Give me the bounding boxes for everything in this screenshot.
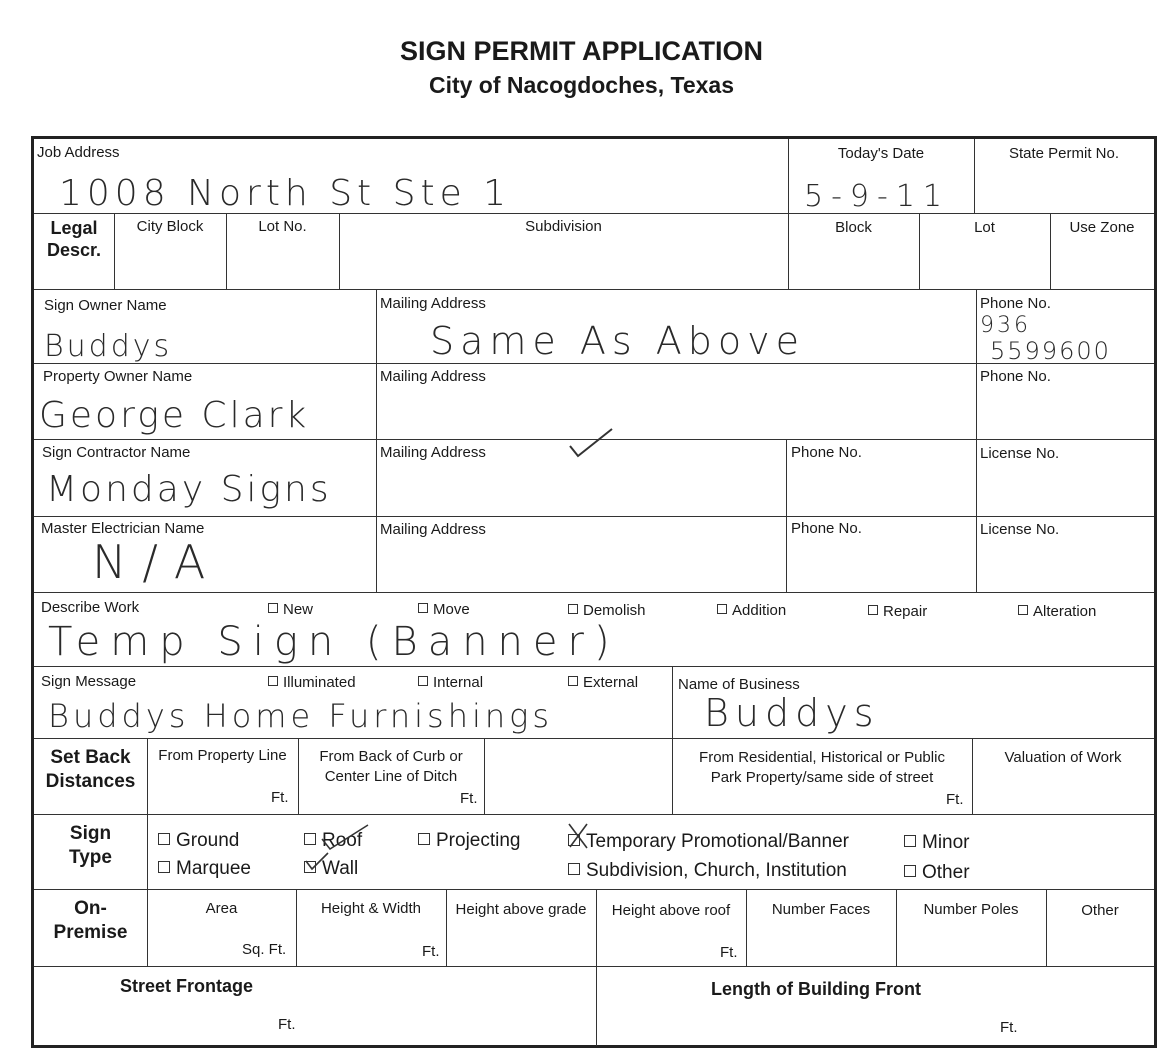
premise-height-width-unit: Ft. (422, 943, 440, 960)
work-option-new[interactable]: New (268, 601, 313, 618)
sign-type-subdivision[interactable]: Subdivision, Church, Institution (568, 860, 847, 882)
message-option-illuminated[interactable]: Illuminated (268, 674, 356, 691)
premise-height-roof-unit: Ft. (720, 944, 738, 961)
todays-date-label: Today's Date (837, 145, 925, 162)
premise-number-faces-label: Number Faces (771, 901, 871, 918)
sign-owner-mailing-label: Mailing Address (380, 295, 486, 312)
block-label: Block (835, 219, 872, 236)
col-divider (147, 814, 148, 889)
checkbox-icon (717, 604, 727, 614)
col-divider (786, 439, 787, 592)
checkbox-icon (568, 676, 578, 686)
checkbox-icon (418, 676, 428, 686)
checkmark-icon (320, 823, 370, 851)
sign-type-ground[interactable]: Ground (158, 830, 239, 852)
row-divider (34, 966, 1154, 967)
sign-type-projecting[interactable]: Projecting (418, 830, 521, 852)
subdivision-label: Subdivision (525, 218, 602, 235)
electrician-phone-label: Phone No. (791, 520, 862, 537)
setback-curb-label: From Back of Curb or Center Line of Ditch (319, 748, 463, 785)
contractor-license-label: License No. (980, 445, 1060, 462)
row-divider (34, 666, 1154, 667)
lot-no-label: Lot No. (258, 218, 307, 235)
x-mark-icon (566, 821, 590, 851)
building-front-unit: Ft. (1000, 1019, 1018, 1036)
property-owner-value[interactable]: George Clark (39, 395, 310, 436)
job-address-value[interactable]: 1008 North St Ste 1 (59, 173, 512, 214)
sign-type-wall[interactable]: Wall (304, 858, 358, 880)
checkbox-icon (904, 865, 916, 877)
contractor-mailing-label: Mailing Address (380, 444, 486, 461)
checkmark-icon (566, 426, 616, 460)
electrician-label: Master Electrician Name (41, 520, 205, 537)
form-subtitle: City of Nacogdoches, Texas (428, 72, 735, 98)
premise-other-label: Other (1081, 902, 1119, 919)
premise-area-unit: Sq. Ft. (242, 941, 287, 958)
street-frontage-unit: Ft. (278, 1016, 296, 1033)
sign-owner-phone-value-1[interactable]: 936 (980, 313, 1031, 338)
col-divider (672, 666, 673, 738)
checkbox-icon (158, 833, 170, 845)
legal-descr-label: Legal Descr. (46, 218, 102, 260)
premise-number-poles-label: Number Poles (923, 901, 1019, 918)
sign-message-value[interactable]: Buddys Home Furnishings (48, 697, 554, 735)
contractor-value[interactable]: Monday Signs (46, 469, 332, 510)
property-owner-mailing-label: Mailing Address (380, 368, 486, 385)
premise-height-grade-label: Height above grade (455, 901, 587, 918)
sign-owner-phone-value-2[interactable]: 5599600 (990, 337, 1111, 365)
message-option-internal[interactable]: Internal (418, 674, 483, 691)
form-title: SIGN PERMIT APPLICATION (399, 36, 763, 66)
sign-owner-label: Sign Owner Name (44, 297, 167, 314)
sign-owner-value[interactable]: Buddys (44, 329, 173, 364)
checkbox-icon (1018, 605, 1028, 615)
on-premise-label: On- Premise (53, 898, 128, 943)
sign-type-other[interactable]: Other (904, 862, 970, 884)
checkbox-icon (158, 861, 170, 873)
valuation-label: Valuation of Work (1004, 749, 1122, 766)
setback-property-unit: Ft. (271, 789, 289, 806)
building-front-label: Length of Building Front (711, 979, 921, 999)
row-divider (34, 738, 1154, 739)
lot-label: Lot (974, 219, 995, 236)
checkbox-icon (868, 605, 878, 615)
permit-form (31, 136, 1157, 1048)
state-permit-label: State Permit No. (1008, 145, 1120, 162)
checkmark-icon (304, 851, 330, 871)
premise-height-width-label: Height & Width (320, 900, 422, 917)
col-divider (484, 738, 485, 814)
sign-type-marquee[interactable]: Marquee (158, 858, 251, 880)
sign-type-roof[interactable]: Roof (304, 830, 362, 852)
contractor-label: Sign Contractor Name (42, 444, 191, 461)
checkbox-icon (268, 676, 278, 686)
setback-residential-unit: Ft. (946, 791, 964, 808)
col-divider (976, 289, 977, 439)
premise-height-roof-label: Height above roof (611, 902, 731, 919)
row-divider (34, 516, 1154, 517)
row-divider (34, 814, 1154, 815)
electrician-license-label: License No. (980, 521, 1060, 538)
work-option-demolish[interactable]: Demolish (568, 602, 646, 619)
col-divider (1046, 889, 1047, 966)
row-divider (34, 592, 1154, 593)
col-divider (376, 289, 377, 439)
sign-type-label: Sign Type (69, 823, 112, 868)
checkbox-icon (268, 603, 278, 613)
setback-label: Set Back Distances (45, 747, 136, 792)
work-option-alteration[interactable]: Alteration (1018, 603, 1096, 620)
job-address-label: Job Address (37, 144, 120, 161)
business-name-label: Name of Business (678, 676, 800, 693)
describe-work-value[interactable]: Temp Sign (Banner) (48, 619, 620, 665)
contractor-phone-label: Phone No. (791, 444, 862, 461)
col-divider (376, 439, 377, 592)
sign-owner-mailing-value[interactable]: Same As Above (430, 319, 805, 363)
setback-curb-unit: Ft. (460, 790, 478, 807)
row-divider (34, 289, 1154, 290)
premise-area-label: Area (205, 900, 238, 917)
todays-date-value[interactable]: 5-9-11 (804, 179, 950, 214)
city-block-label: City Block (136, 218, 204, 235)
work-option-addition[interactable]: Addition (717, 602, 786, 619)
electrician-value[interactable]: N/A (92, 535, 222, 589)
setback-residential-label: From Residential, Historical or Public Park Property/same side of street (699, 749, 945, 786)
sign-type-minor[interactable]: Minor (904, 832, 970, 854)
business-name-value[interactable]: Buddys (704, 691, 880, 735)
row-divider (34, 363, 1154, 364)
describe-work-label: Describe Work (41, 599, 140, 616)
sign-owner-phone-label: Phone No. (980, 295, 1051, 312)
electrician-mailing-label: Mailing Address (380, 521, 486, 538)
use-zone-label: Use Zone (1069, 219, 1135, 236)
property-owner-phone-label: Phone No. (980, 368, 1051, 385)
col-divider (976, 439, 977, 592)
sign-message-label: Sign Message (41, 673, 137, 690)
checkbox-icon (418, 833, 430, 845)
checkbox-icon (418, 603, 428, 613)
col-divider (596, 889, 597, 966)
street-frontage-label: Street Frontage (119, 976, 254, 996)
checkbox-icon (904, 835, 916, 847)
sign-type-temporary[interactable]: Temporary Promotional/Banner (568, 831, 849, 853)
message-option-external[interactable]: External (568, 674, 638, 691)
work-option-repair[interactable]: Repair (868, 603, 927, 620)
work-option-move[interactable]: Move (418, 601, 470, 618)
checkbox-icon (568, 863, 580, 875)
checkbox-icon (304, 833, 316, 845)
setback-property-line-label: From Property Line (158, 747, 287, 764)
property-owner-label: Property Owner Name (43, 368, 193, 385)
checkbox-icon (568, 604, 578, 614)
row-divider (34, 889, 1154, 890)
